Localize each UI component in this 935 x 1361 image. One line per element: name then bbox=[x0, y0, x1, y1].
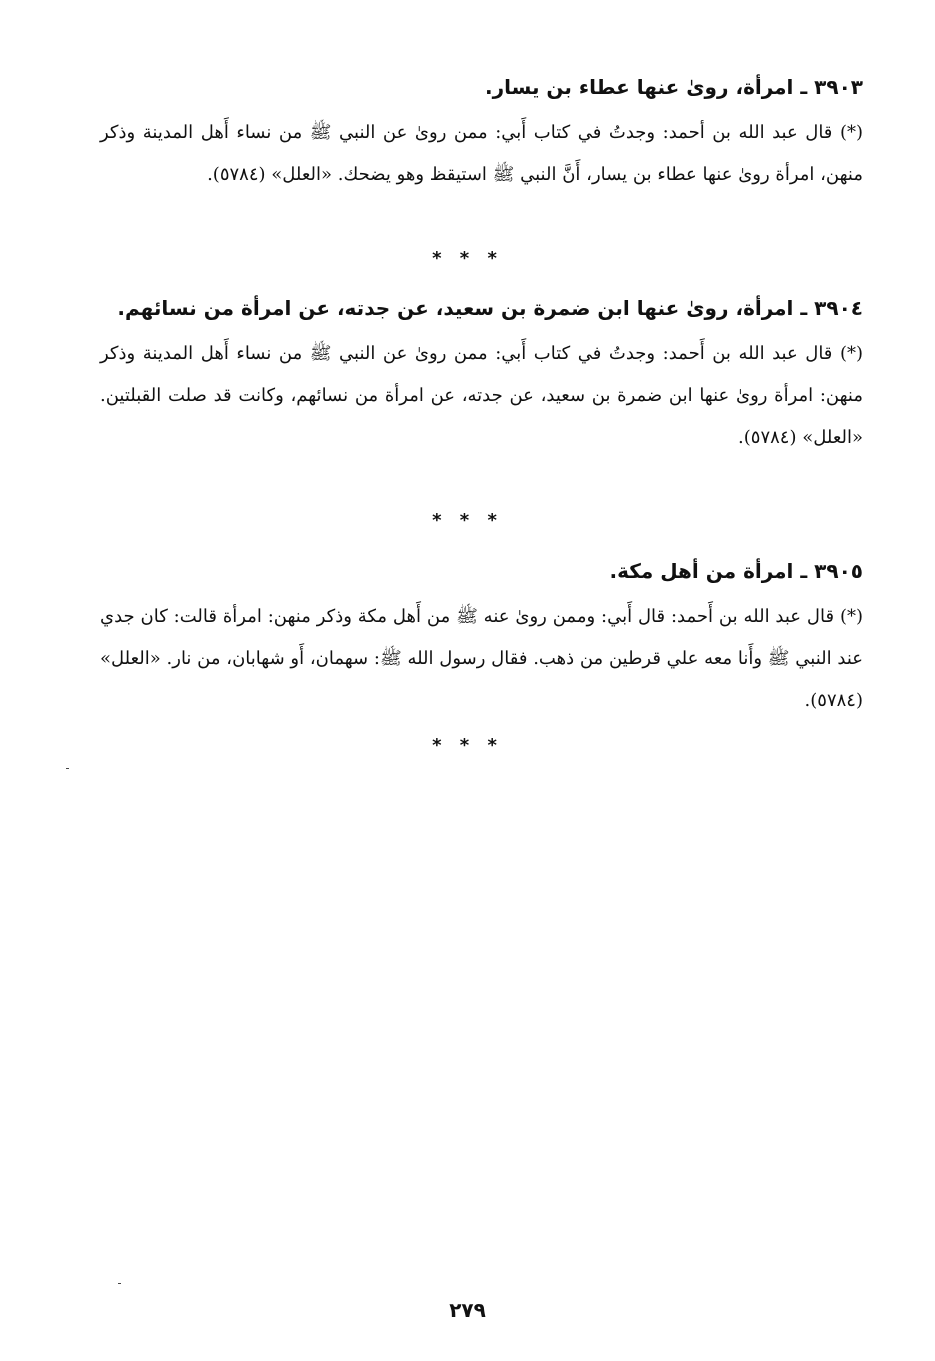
entry-3905 bbox=[100, 546, 863, 722]
entry-heading: ٣٩٠٣ ـ امرأة، روىٰ عنها عطاء بن يسار. bbox=[484, 75, 863, 99]
entry-heading: ٣٩٠٥ ـ امرأة من أهل مكة. bbox=[609, 559, 863, 583]
entry-3903 bbox=[100, 62, 863, 196]
entry-heading: ٣٩٠٤ ـ امرأة، روىٰ عنها ابن ضمرة بن سعيد، عن جدته، عن امرأة من نسائهم. bbox=[117, 296, 863, 320]
section-separator: * * * bbox=[432, 510, 503, 531]
scan-speck bbox=[118, 1283, 121, 1284]
section-separator: * * * bbox=[432, 735, 503, 756]
section-separator: * * * bbox=[432, 248, 503, 269]
page-number: ٢٧٩ bbox=[449, 1298, 486, 1322]
entry-body: (*) قال عبد الله بن أَحمد: وجدتُ في كتاب أَبي: ممن روىٰ عن النبي ﷺ من نساء أَهل المدينة وذكر منهن: امرأة روىٰ عنها ابن ضمرة بن سعيد، عن جدته، عن امرأة من نسائهم، وكانت قد صلت القبلتين. «العلل» (٥٧٨٤). bbox=[100, 343, 863, 448]
entry-body: (*) قال عبد الله بن أَحمد: قال أَبي: وممن روىٰ عنه ﷺ من أَهل مكة وذكر منهن: امرأة قالت: كان جدي عند النبي ﷺ وأَنا معه علي قرطين من ذهب. فقال رسول الله ﷺ: سهمان، أَو شهابان، من نار. «العلل» (٥٧٨٤). bbox=[100, 606, 863, 711]
entry-body: (*) قال عبد الله بن أحمد: وجدتُ في كتاب أَبي: ممن روىٰ عن النبي ﷺ من نساء أَهل المدينة وذكر منهن، امرأة روىٰ عنها عطاء بن يسار، أَنَّ النبي ﷺ استيقظ وهو يضحك. «العلل» (٥٧٨٤). bbox=[100, 122, 863, 185]
scan-speck bbox=[66, 768, 69, 769]
entry-3904 bbox=[100, 283, 863, 459]
